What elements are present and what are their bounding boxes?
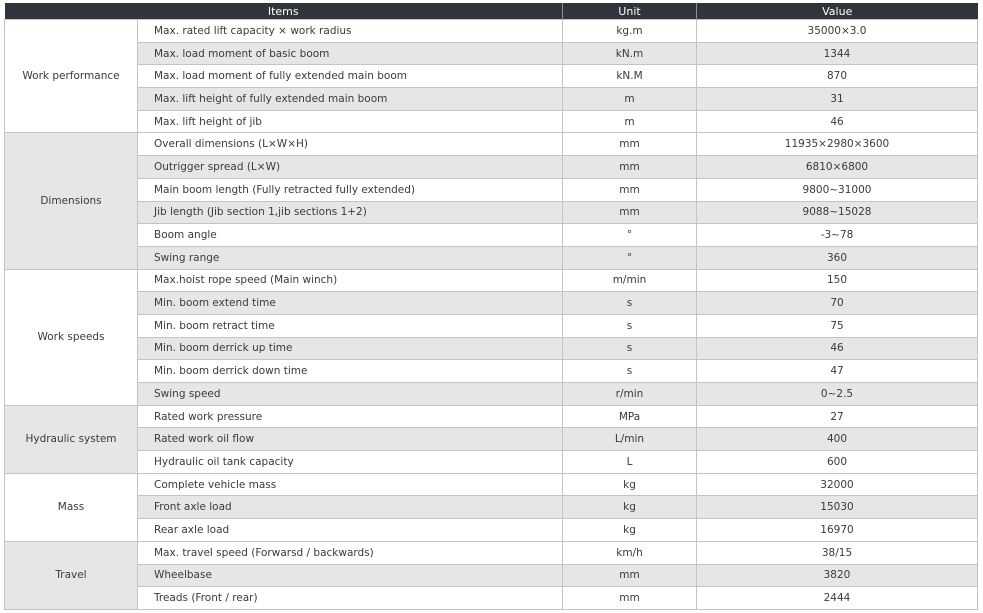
value-cell: 70 [697,292,978,315]
group-label: Hydraulic system [5,405,138,473]
value-cell: 6810×6800 [697,156,978,179]
unit-cell: km/h [563,541,697,564]
unit-cell: L [563,451,697,474]
value-cell: 35000×3.0 [697,20,978,43]
table-row [5,496,978,519]
item-cell: Outrigger spread (L×W) [138,156,563,179]
item-cell: Max.hoist rope speed (Main winch) [138,269,563,292]
unit-cell: s [563,360,697,383]
item-cell: Complete vehicle mass [138,473,563,496]
value-cell: 16970 [697,519,978,542]
table-row [5,519,978,542]
table-row [5,88,978,111]
item-cell: Hydraulic oil tank capacity [138,451,563,474]
unit-cell: kN.M [563,65,697,88]
table-row [5,360,978,383]
item-cell: Overall dimensions (L×W×H) [138,133,563,156]
group-label: Dimensions [5,133,138,269]
value-cell: 47 [697,360,978,383]
unit-cell: s [563,292,697,315]
table-row [5,65,978,88]
value-cell: 0~2.5 [697,383,978,406]
value-cell: 9088~15028 [697,201,978,224]
table-row [5,451,978,474]
table-row [5,428,978,451]
unit-cell: mm [563,133,697,156]
item-cell: Boom angle [138,224,563,247]
item-cell: Min. boom derrick down time [138,360,563,383]
table-row [5,133,978,156]
table-row [5,269,978,292]
table-row [5,292,978,315]
header-row [5,3,978,20]
item-cell: Max. lift height of jib [138,110,563,133]
value-cell: 400 [697,428,978,451]
table-row [5,405,978,428]
item-cell: Rated work oil flow [138,428,563,451]
value-cell: -3~78 [697,224,978,247]
item-cell: Swing speed [138,383,563,406]
unit-cell: m [563,88,697,111]
unit-cell: kg.m [563,20,697,43]
unit-cell: mm [563,156,697,179]
value-cell: 75 [697,314,978,337]
item-cell: Max. load moment of basic boom [138,42,563,65]
unit-cell: kN.m [563,42,697,65]
unit-cell: mm [563,178,697,201]
table-row [5,473,978,496]
value-cell: 38/15 [697,541,978,564]
item-cell: Max. travel speed (Forwarsd / backwards) [138,541,563,564]
unit-cell: s [563,337,697,360]
table-row [5,587,978,610]
item-cell: Jib length (Jib section 1,jib sections 1+2) [138,201,563,224]
value-cell: 600 [697,451,978,474]
item-cell: Max. load moment of fully extended main boom [138,65,563,88]
value-cell: 360 [697,246,978,269]
unit-cell: ° [563,224,697,247]
header-items: Items [5,3,563,20]
unit-cell: MPa [563,405,697,428]
value-cell: 46 [697,337,978,360]
value-cell: 2444 [697,587,978,610]
group-label: Mass [5,473,138,541]
unit-cell: kg [563,473,697,496]
header-unit: Unit [563,3,697,20]
unit-cell: m [563,110,697,133]
group-label: Work speeds [5,269,138,405]
item-cell: Wheelbase [138,564,563,587]
value-cell: 3820 [697,564,978,587]
value-cell: 15030 [697,496,978,519]
item-cell: Main boom length (Fully retracted fully extended) [138,178,563,201]
table-row [5,20,978,43]
value-cell: 31 [697,88,978,111]
table-row [5,383,978,406]
unit-cell: kg [563,496,697,519]
table-row [5,246,978,269]
unit-cell: mm [563,587,697,610]
item-cell: Swing range [138,246,563,269]
value-cell: 150 [697,269,978,292]
table-row [5,42,978,65]
unit-cell: L/min [563,428,697,451]
item-cell: Rear axle load [138,519,563,542]
item-cell: Max. lift height of fully extended main boom [138,88,563,111]
table-row [5,178,978,201]
item-cell: Rated work pressure [138,405,563,428]
spec-table [4,3,978,610]
table-row [5,110,978,133]
unit-cell: mm [563,201,697,224]
table-row [5,314,978,337]
unit-cell: ° [563,246,697,269]
item-cell: Min. boom extend time [138,292,563,315]
value-cell: 1344 [697,42,978,65]
group-label: Travel [5,541,138,609]
unit-cell: m/min [563,269,697,292]
table-row [5,541,978,564]
table-row [5,224,978,247]
header-value: Value [697,3,978,20]
unit-cell: mm [563,564,697,587]
value-cell: 46 [697,110,978,133]
value-cell: 27 [697,405,978,428]
item-cell: Treads (Front / rear) [138,587,563,610]
item-cell: Min. boom derrick up time [138,337,563,360]
unit-cell: r/min [563,383,697,406]
group-label: Work performance [5,20,138,133]
value-cell: 870 [697,65,978,88]
table-row [5,337,978,360]
value-cell: 9800~31000 [697,178,978,201]
table-row [5,564,978,587]
spec-body [5,20,978,610]
item-cell: Min. boom retract time [138,314,563,337]
unit-cell: kg [563,519,697,542]
item-cell: Max. rated lift capacity × work radius [138,20,563,43]
value-cell: 32000 [697,473,978,496]
value-cell: 11935×2980×3600 [697,133,978,156]
table-row [5,201,978,224]
table-row [5,156,978,179]
item-cell: Front axle load [138,496,563,519]
unit-cell: s [563,314,697,337]
